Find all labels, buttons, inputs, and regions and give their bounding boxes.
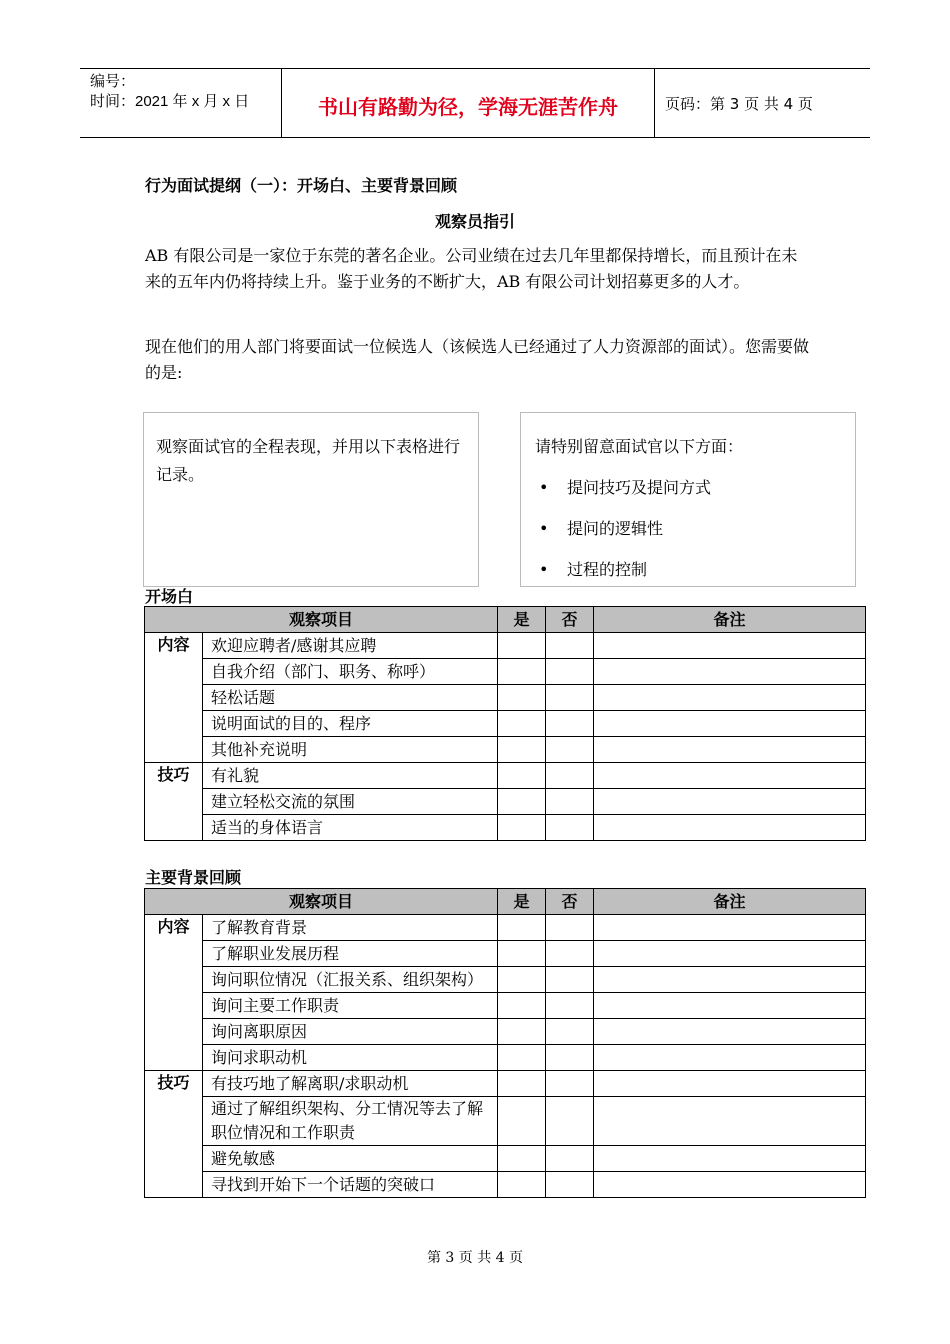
- header-time: 时间：2021 年 x 月 x 日: [90, 93, 250, 110]
- no-cell[interactable]: [546, 1172, 594, 1198]
- item-cell: 了解教育背景: [203, 915, 498, 941]
- note-cell[interactable]: [594, 967, 866, 993]
- page-header: [80, 68, 870, 138]
- table-row: [145, 993, 866, 1019]
- note-cell[interactable]: [594, 993, 866, 1019]
- focus-bullet: [535, 515, 843, 543]
- table-row: [145, 763, 866, 789]
- table-row: [145, 1019, 866, 1045]
- header-motto: 书山有路勤为径，学海无涯苦作舟: [318, 95, 618, 119]
- focus-bullet: [535, 556, 843, 584]
- item-cell: 建立轻松交流的氛围: [203, 789, 498, 815]
- instruction-box: [143, 412, 479, 587]
- table-row: [145, 1146, 866, 1172]
- note-cell[interactable]: [594, 659, 866, 685]
- item-cell: 适当的身体语言: [203, 815, 498, 841]
- header-item: 观察项目: [145, 889, 498, 915]
- no-cell[interactable]: [546, 633, 594, 659]
- note-cell[interactable]: [594, 915, 866, 941]
- focus-box: [520, 412, 856, 587]
- no-cell[interactable]: [546, 1097, 594, 1146]
- note-cell[interactable]: [594, 815, 866, 841]
- no-cell[interactable]: [546, 1045, 594, 1071]
- focus-bullet-text: 提问的逻辑性: [567, 519, 664, 538]
- note-cell[interactable]: [594, 1045, 866, 1071]
- item-cell: 有技巧地了解离职/求职动机: [203, 1071, 498, 1097]
- yes-cell[interactable]: [498, 915, 546, 941]
- yes-cell[interactable]: [498, 685, 546, 711]
- item-cell: 询问离职原因: [203, 1019, 498, 1045]
- item-cell: 欢迎应聘者/感谢其应聘: [203, 633, 498, 659]
- yes-cell[interactable]: [498, 815, 546, 841]
- item-cell: 其他补充说明: [203, 737, 498, 763]
- note-cell[interactable]: [594, 685, 866, 711]
- no-cell[interactable]: [546, 1019, 594, 1045]
- yes-cell[interactable]: [498, 737, 546, 763]
- section-title-opening: 开场白: [145, 587, 194, 606]
- header-no: 否: [546, 889, 594, 915]
- table-row: [145, 1097, 866, 1146]
- yes-cell[interactable]: [498, 1146, 546, 1172]
- table-row: [145, 941, 866, 967]
- note-cell[interactable]: [594, 1172, 866, 1198]
- note-cell[interactable]: [594, 737, 866, 763]
- table-row: [145, 685, 866, 711]
- no-cell[interactable]: [546, 789, 594, 815]
- focus-bullet-text: 提问技巧及提问方式: [567, 478, 712, 497]
- no-cell[interactable]: [546, 1146, 594, 1172]
- item-cell: 通过了解组织架构、分工情况等去了解职位情况和工作职责: [203, 1097, 498, 1146]
- table-row: [145, 1045, 866, 1071]
- table-row: [145, 789, 866, 815]
- table-header-row: [145, 607, 866, 633]
- no-cell[interactable]: [546, 711, 594, 737]
- item-cell: 询问求职动机: [203, 1045, 498, 1071]
- category-skill: 技巧: [145, 763, 203, 841]
- note-cell[interactable]: [594, 789, 866, 815]
- task-paragraph: 现在他们的用人部门将要面试一位候选人（该候选人已经通过了人力资源部的面试）。您需要做的是:: [145, 337, 810, 382]
- header-number: 编号：: [90, 73, 136, 90]
- table-row: [145, 1172, 866, 1198]
- table-row: [145, 659, 866, 685]
- item-cell: 询问职位情况（汇报关系、组织架构）: [203, 967, 498, 993]
- category-skill: 技巧: [145, 1071, 203, 1198]
- header-item: 观察项目: [145, 607, 498, 633]
- page-footer: 第 3 页 共 4 页: [426, 1250, 524, 1266]
- section-title-background: 主要背景回顾: [145, 868, 242, 887]
- focus-title: 请特别留意面试官以下方面：: [535, 437, 744, 456]
- yes-cell[interactable]: [498, 711, 546, 737]
- item-cell: 寻找到开始下一个话题的突破口: [203, 1172, 498, 1198]
- no-cell[interactable]: [546, 993, 594, 1019]
- opening-table: [144, 606, 866, 841]
- header-yes: 是: [498, 889, 546, 915]
- note-cell[interactable]: [594, 1071, 866, 1097]
- instruction-text: 观察面试官的全程表现，并用以下表格进行记录。: [156, 437, 461, 484]
- header-note: 备注: [594, 607, 866, 633]
- category-content: 内容: [145, 915, 203, 1071]
- yes-cell[interactable]: [498, 993, 546, 1019]
- table-header-row: [145, 889, 866, 915]
- header-page-info: 页码：第 3 页 共 4 页: [665, 95, 813, 113]
- table-row: [145, 633, 866, 659]
- yes-cell[interactable]: [498, 1019, 546, 1045]
- table-row: [145, 1071, 866, 1097]
- header-meta: [90, 72, 249, 112]
- note-cell[interactable]: [594, 941, 866, 967]
- yes-cell[interactable]: [498, 941, 546, 967]
- item-cell: 轻松话题: [203, 685, 498, 711]
- no-cell[interactable]: [546, 685, 594, 711]
- yes-cell[interactable]: [498, 1071, 546, 1097]
- header-divider: [654, 69, 655, 137]
- no-cell[interactable]: [546, 915, 594, 941]
- item-cell: 了解职业发展历程: [203, 941, 498, 967]
- intro-paragraph: AB 有限公司是一家位于东莞的著名企业。公司业绩在过去几年里都保持增长，而且预计在未来的五年内仍将持续上升。鉴于业务的不断扩大，AB 有限公司计划招募更多的人才。: [145, 246, 798, 291]
- yes-cell[interactable]: [498, 763, 546, 789]
- header-no: 否: [546, 607, 594, 633]
- yes-cell[interactable]: [498, 633, 546, 659]
- bullet-icon: •: [539, 560, 549, 579]
- yes-cell[interactable]: [498, 1172, 546, 1198]
- note-cell[interactable]: [594, 633, 866, 659]
- note-cell[interactable]: [594, 763, 866, 789]
- no-cell[interactable]: [546, 737, 594, 763]
- table-row: [145, 711, 866, 737]
- doc-title: 行为面试提纲（一）：开场白、主要背景回顾: [145, 176, 458, 195]
- no-cell[interactable]: [546, 659, 594, 685]
- yes-cell[interactable]: [498, 1045, 546, 1071]
- note-cell[interactable]: [594, 711, 866, 737]
- note-cell[interactable]: [594, 1146, 866, 1172]
- table-row: [145, 967, 866, 993]
- background-table: [144, 888, 866, 1198]
- bullet-icon: •: [539, 478, 549, 497]
- category-content: 内容: [145, 633, 203, 763]
- no-cell[interactable]: [546, 763, 594, 789]
- item-cell: 有礼貌: [203, 763, 498, 789]
- doc-subtitle: 观察员指引: [434, 212, 515, 231]
- focus-bullet: [535, 474, 843, 502]
- table-row: [145, 815, 866, 841]
- table-row: [145, 915, 866, 941]
- item-cell: 说明面试的目的、程序: [203, 711, 498, 737]
- note-cell[interactable]: [594, 1097, 866, 1146]
- bullet-icon: •: [539, 519, 549, 538]
- no-cell[interactable]: [546, 815, 594, 841]
- header-note: 备注: [594, 889, 866, 915]
- yes-cell[interactable]: [498, 789, 546, 815]
- item-cell: 询问主要工作职责: [203, 993, 498, 1019]
- header-yes: 是: [498, 607, 546, 633]
- yes-cell[interactable]: [498, 1097, 546, 1146]
- no-cell[interactable]: [546, 1071, 594, 1097]
- table-row: [145, 737, 866, 763]
- no-cell[interactable]: [546, 941, 594, 967]
- item-cell: 自我介绍（部门、职务、称呼）: [203, 659, 498, 685]
- focus-bullet-text: 过程的控制: [567, 560, 648, 579]
- no-cell[interactable]: [546, 967, 594, 993]
- note-cell[interactable]: [594, 1019, 866, 1045]
- item-cell: 避免敏感: [203, 1146, 498, 1172]
- yes-cell[interactable]: [498, 659, 546, 685]
- yes-cell[interactable]: [498, 967, 546, 993]
